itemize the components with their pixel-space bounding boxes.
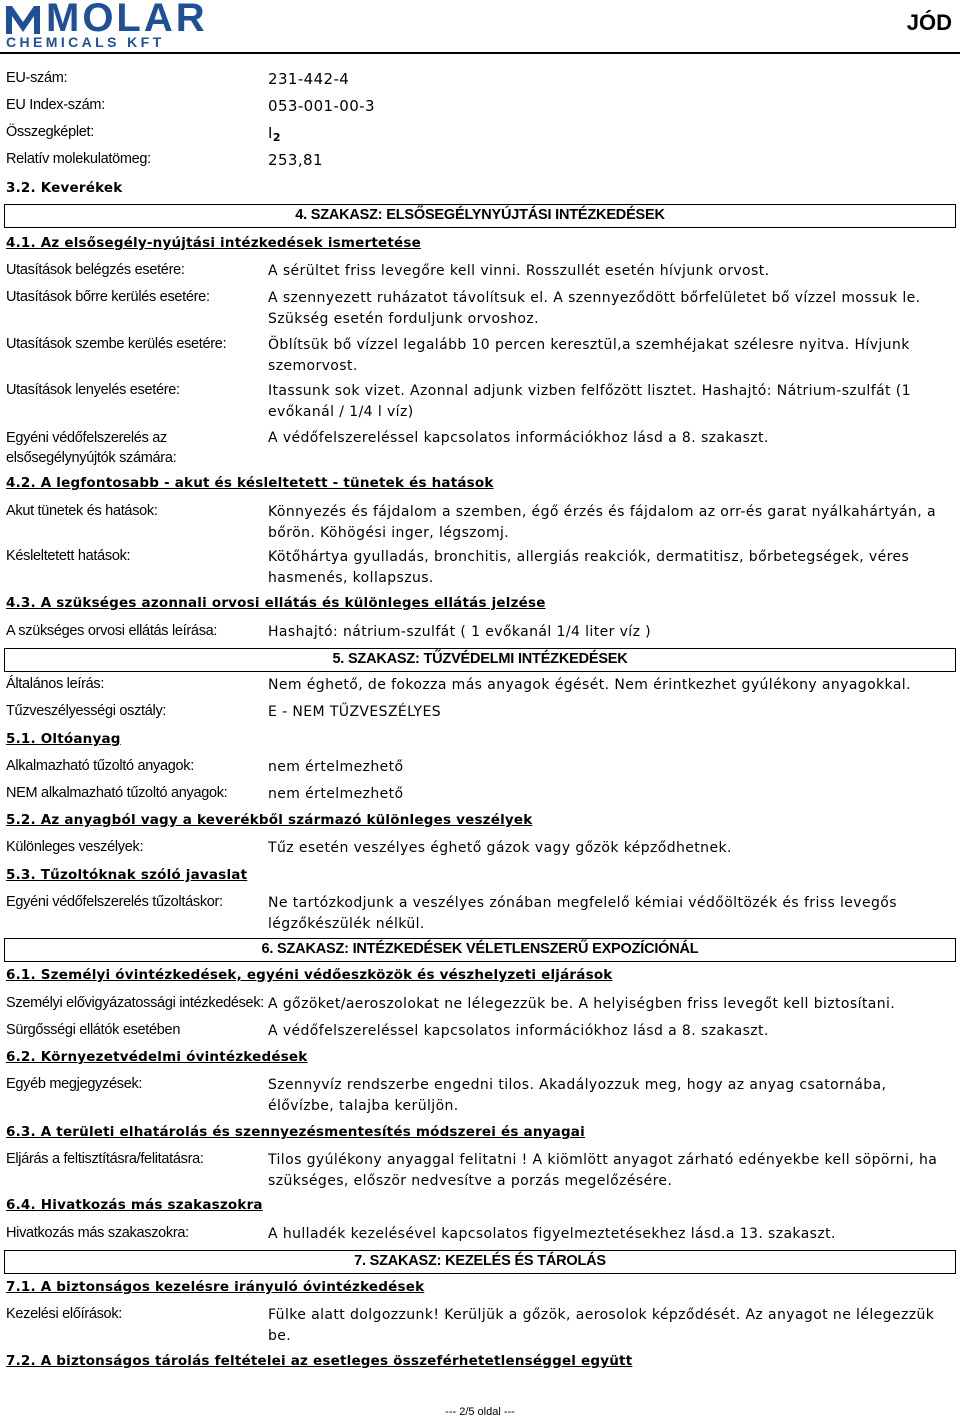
subsection-5-1: 5.1. Oltóanyag	[6, 731, 121, 747]
subsection-7-2: 7.2. A biztonságos tárolás feltételei az esetleges összeférhetetlenséggel együtt	[6, 1353, 633, 1369]
field-value: Öblítsük bő vízzel legalább 10 percen keresztül,a szemhéjakat szélesre nyitva. Hívjunk szemorvost.	[268, 337, 910, 374]
subsection-6-1: 6.1. Személyi óvintézkedések, egyéni védőeszközök és vészhelyzeti eljárások	[6, 967, 613, 983]
field-value: nem értelmezhető	[268, 759, 404, 775]
field-value: Kötőhártya gyulladás, bronchitis, allergiás reakciók, dermatitisz, bőrbetegségek, véres hasmenés, kollapszus.	[268, 549, 910, 586]
header-rule	[0, 52, 960, 54]
subsection-6-2: 6.2. Környezetvédelmi óvintézkedések	[6, 1049, 308, 1065]
field-label: Egyéni védőfelszerelés az elsősegélynyújtók számára:	[6, 430, 177, 466]
section-6-title: 6. SZAKASZ: INTÉZKEDÉSEK VÉLETLENSZERŰ EXPOZÍCIÓNÁL	[261, 941, 699, 957]
eu-number-label: EU-szám:	[6, 70, 68, 86]
logo-sub-text: CHEMICALS KFT	[6, 34, 165, 50]
field-value: Hashajtó: nátrium-szulfát ( 1 evőkanál 1/4 liter víz )	[268, 624, 652, 640]
section-5-header	[4, 648, 956, 672]
field-value: Könnyezés és fájdalom a szemben, égő érzés és fájdalom az orr-és garat nyálkahártyán, a bőrön. Köhögési inger, légszomj.	[268, 504, 936, 541]
subsection-7-1: 7.1. A biztonságos kezelésre irányuló óvintézkedések	[6, 1279, 425, 1295]
field-value: Nem éghető, de fokozza más anyagok égését. Nem érintkezhet gyúlékony anyagokkal.	[268, 677, 911, 693]
field-value: nem értelmezhető	[268, 786, 404, 802]
field-value: A sérültet friss levegőre kell vinni. Rosszullét esetén hívjunk orvost.	[268, 263, 770, 279]
molar-mass-label: Relatív molekulatömeg:	[6, 151, 151, 167]
section-7-title: 7. SZAKASZ: KEZELÉS ÉS TÁROLÁS	[354, 1253, 606, 1269]
subsection-5-3: 5.3. Tűzoltóknak szóló javaslat	[6, 867, 248, 883]
section-4-header	[4, 204, 956, 228]
subsection-5-2: 5.2. Az anyagból vagy a keverékből származó különleges veszélyek	[6, 812, 533, 828]
section-6-header	[4, 938, 956, 962]
field-value: A védőfelszereléssel kapcsolatos információkhoz lásd a 8. szakaszt.	[268, 1023, 769, 1039]
subsection-4-1: 4.1. Az elsősegély-nyújtási intézkedések ismertetése	[6, 235, 421, 251]
eu-number-value: 231-442-4	[268, 70, 350, 88]
field-label: Egyéb megjegyzések:	[6, 1076, 143, 1092]
molar-mass-value: 253,81	[268, 151, 323, 169]
field-value: Tilos gyúlékony anyaggal felitatni ! A kiömlött anyagot zárható edényekbe kell söpörni, ha szükséges, először nedvesítve a porzás megelőzésére.	[268, 1152, 938, 1189]
company-logo	[6, 0, 226, 50]
section-7-header	[4, 1250, 956, 1274]
eu-index-value: 053-001-00-3	[268, 97, 375, 115]
field-value: A hulladék kezelésével kapcsolatos figyelmeztetésekhez lásd.a 13. szakaszt.	[268, 1226, 836, 1242]
product-name: JÓD	[906, 10, 952, 35]
subsection-6-4: 6.4. Hivatkozás más szakaszokra	[6, 1197, 263, 1213]
field-label: Tűzveszélyességi osztály:	[6, 703, 167, 719]
field-label: Egyéni védőfelszerelés tűzoltáskor:	[6, 894, 223, 910]
field-label: Hivatkozás más szakaszokra:	[6, 1225, 189, 1241]
field-label: Általános leírás:	[6, 676, 105, 692]
field-value: Ne tartózkodjunk a veszélyes zónában megfelelő kémiai védőöltözék és friss levegős légzőkészülék nélkül.	[268, 895, 897, 932]
field-value: A védőfelszereléssel kapcsolatos információkhoz lásd a 8. szakaszt.	[268, 430, 769, 446]
formula-symbol: I	[268, 124, 273, 142]
field-label: Akut tünetek és hatások:	[6, 503, 158, 519]
field-label: Késleltetett hatások:	[6, 548, 131, 564]
field-value: E - NEM TŰZVESZÉLYES	[268, 704, 442, 720]
field-label: Kezelési előírások:	[6, 1306, 122, 1322]
field-label: Alkalmazható tűzoltó anyagok:	[6, 758, 194, 774]
page-number: --- 2/5 oldal ---	[445, 1406, 515, 1418]
field-value: A szennyezett ruházatot távolítsuk el. A szennyeződött bőrfelületet bő vízzel mossuk le. Szükség esetén forduljunk orvoshoz.	[268, 290, 921, 327]
section-5-title: 5. SZAKASZ: TŰZVÉDELMI INTÉZKEDÉSEK	[332, 651, 628, 667]
field-label: Utasítások bőrre kerülés esetére:	[6, 289, 210, 305]
logo-mark-icon	[6, 6, 40, 34]
field-label: Sürgősségi ellátók esetében	[6, 1022, 181, 1038]
field-value: Szennyvíz rendszerbe engedni tilos. Akadályozzuk meg, hogy az anyag csatornába, élővízbe, talajba kerüljön.	[268, 1077, 887, 1114]
formula-subscript: 2	[272, 131, 281, 144]
logo-main-text: MOLAR	[46, 0, 208, 40]
subsection-6-3: 6.3. A területi elhatárolás és szennyezésmentesítés módszerei és anyagai	[6, 1124, 585, 1140]
formula-value	[268, 123, 281, 148]
field-label: NEM alkalmazható tűzoltó anyagok:	[6, 785, 228, 801]
field-label: Különleges veszélyek:	[6, 839, 144, 855]
field-label: Személyi elővigyázatossági intézkedések:	[6, 995, 264, 1011]
field-label: Utasítások szembe kerülés esetére:	[6, 336, 227, 352]
field-value: A gőzöket/aeroszolokat ne lélegezzük be. A helyiségben friss levegőt kell biztosítani.	[268, 996, 896, 1012]
section-4-title: 4. SZAKASZ: ELSŐSEGÉLYNYÚJTÁSI INTÉZKEDÉSEK	[295, 207, 665, 223]
field-label: Utasítások lenyelés esetére:	[6, 382, 180, 398]
field-label: Eljárás a feltisztításra/felitatásra:	[6, 1151, 204, 1167]
eu-index-label: EU Index-szám:	[6, 97, 105, 113]
formula-label: Összegképlet:	[6, 124, 94, 140]
field-value: Fülke alatt dolgozzunk! Kerüljük a gőzök, aerosolok képződését. Az anyagot ne lélegezzük be.	[268, 1307, 935, 1344]
field-value: Tűz esetén veszélyes éghető gázok vagy gőzök képződhetnek.	[268, 840, 732, 856]
field-label: A szükséges orvosi ellátás leírása:	[6, 623, 218, 639]
field-value: Itassunk sok vizet. Azonnal adjunk vizben felfőzött lisztet. Hashajtó: Nátrium-szulfát (1 evőkanál / 1/4 l víz)	[268, 383, 911, 420]
mixtures-heading: 3.2. Keverékek	[6, 180, 123, 196]
subsection-4-3: 4.3. A szükséges azonnali orvosi ellátás és különleges ellátás jelzése	[6, 595, 546, 611]
subsection-4-2: 4.2. A legfontosabb - akut és késleltetett - tünetek és hatások	[6, 475, 494, 491]
field-label: Utasítások belégzés esetére:	[6, 262, 185, 278]
